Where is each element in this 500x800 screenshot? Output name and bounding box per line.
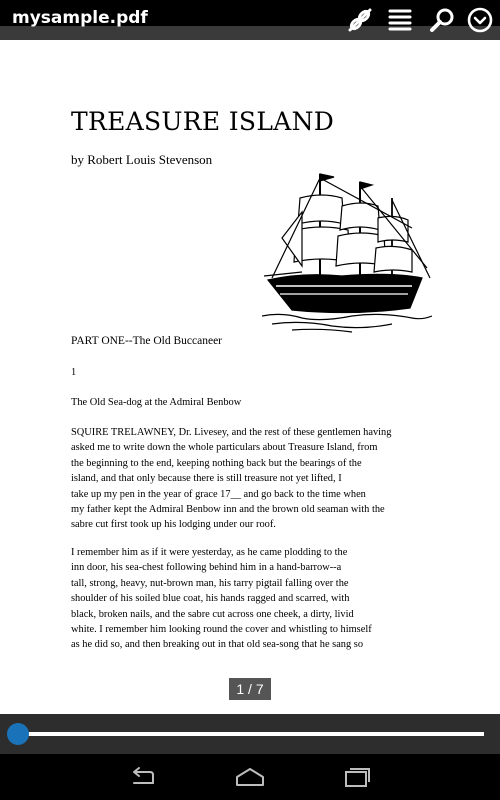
search-icon — [428, 6, 456, 34]
chapter-number: 1 — [71, 367, 77, 378]
text-line: island, and that only because there is still treasure not yet lifted, I — [71, 473, 342, 485]
overflow-menu-button[interactable] — [464, 4, 496, 36]
paragraph-1 — [71, 425, 391, 533]
text-line: black, broken nails, and the sabre cut across one cheek, a dirty, livid — [71, 608, 354, 620]
menu-dropdown-icon — [466, 6, 494, 34]
text-line: sabre cut first took up his lodging under our roof. — [71, 519, 276, 531]
text-line: the beginning to the end, keeping nothing back but the bearings of the — [71, 457, 362, 469]
page-number-indicator: 1 / 7 — [229, 678, 271, 700]
document-author: by Robert Louis Stevenson — [71, 152, 213, 167]
text-line: take up my pen in the year of grace 17__ and go back to the time when — [71, 488, 366, 500]
text-line: inn door, his sea-chest following behind him in a hand-barrow--a — [71, 562, 342, 574]
text-line: white. I remember him looking round the cover and whistling to himself — [71, 624, 372, 636]
text-line: I remember him as if it were yesterday, as he came plodding to the — [71, 547, 348, 558]
recent-apps-button[interactable] — [332, 760, 382, 794]
home-button[interactable] — [225, 760, 275, 794]
table-of-contents-button[interactable] — [384, 4, 416, 36]
paragraph-2 — [71, 545, 372, 653]
text-line: my father kept the Admiral Benbow inn and the brown old seaman with the — [71, 504, 385, 516]
list-icon — [386, 6, 414, 34]
home-icon — [234, 765, 266, 789]
system-navigation-bar — [0, 754, 500, 800]
text-line: as he did so, and then breaking out in that old sea-song that he sang so — [71, 639, 364, 651]
text-line: asked me to write down the whole particulars about Treasure Island, from — [71, 442, 378, 454]
search-button[interactable] — [426, 4, 458, 36]
chapter-title: The Old Sea-dog at the Admiral Benbow — [71, 397, 242, 408]
link-off-button[interactable] — [344, 4, 376, 36]
slider-thumb[interactable] — [7, 723, 29, 745]
top-app-bar — [0, 0, 500, 40]
recent-apps-icon — [341, 765, 373, 789]
back-icon — [127, 765, 159, 789]
slider-track[interactable] — [18, 732, 484, 736]
document-title: TREASURE ISLAND — [71, 107, 335, 136]
document-page[interactable] — [0, 40, 500, 714]
document-filename: mysample.pdf — [12, 8, 148, 28]
text-line: tall, strong, heavy, nut-brown man, his tarry pigtail falling over the — [71, 577, 349, 589]
part-heading: PART ONE--The Old Buccaneer — [71, 335, 223, 347]
back-button[interactable] — [118, 760, 168, 794]
link-off-icon — [346, 6, 374, 34]
ship-illustration — [262, 168, 432, 336]
text-line: shoulder of his soiled blue coat, his hands ragged and scarred, with — [71, 593, 350, 605]
text-line: SQUIRE TRELAWNEY, Dr. Livesey, and the rest of these gentlemen having — [71, 427, 392, 438]
page-slider[interactable] — [0, 714, 500, 754]
